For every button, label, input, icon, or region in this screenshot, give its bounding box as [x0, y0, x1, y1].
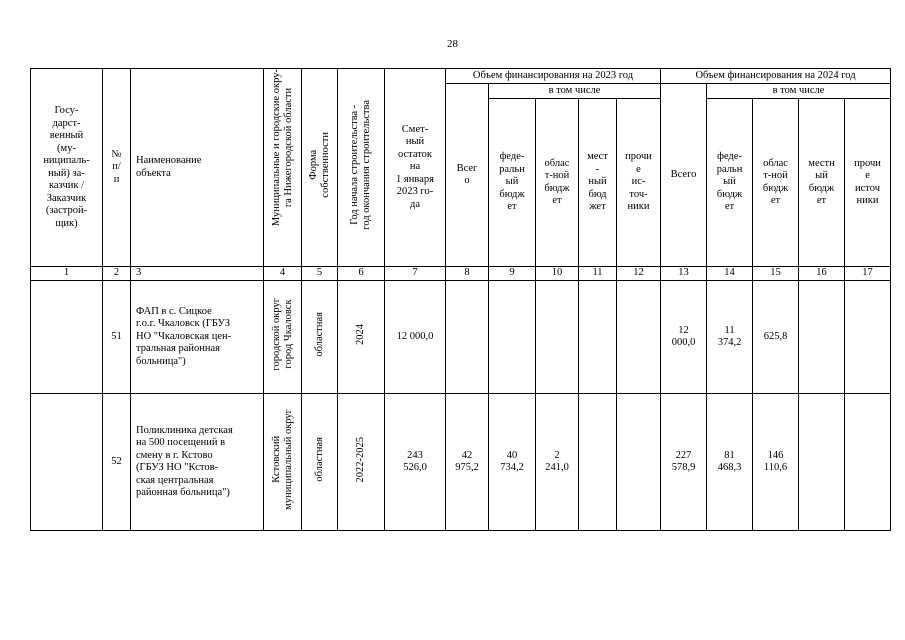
header-local-2024: местн ый бюдж ет	[799, 99, 845, 267]
header-other-2023: прочи е ис- точ- ники	[617, 99, 661, 267]
header-other-2024: прочи е источ ники	[845, 99, 891, 267]
row-ownership-cell	[302, 281, 338, 394]
header-funding-2023: Объем финансирования на 2023 год	[446, 69, 661, 84]
header-years-cell	[338, 69, 385, 267]
row-municipality-cell	[264, 281, 302, 394]
row-local-2024	[799, 394, 845, 531]
row-customer	[31, 394, 103, 531]
header-customer: Госу- дарст- венный (му- ниципаль- ный) за- казчик / Заказчик (застрой- щик)	[31, 69, 103, 267]
row-regional-2024: 625,8	[753, 281, 799, 394]
row-remaining: 243 526,0	[385, 394, 446, 531]
header-object-name: Наименование объекта	[131, 69, 264, 267]
column-number: 13	[661, 267, 707, 281]
row-years: 2024	[355, 324, 366, 346]
header-number: № п/ п	[103, 69, 131, 267]
header-federal-2023: феде- ральн ый бюдж ет	[489, 99, 536, 267]
header-ownership: Форма собственности	[307, 132, 331, 199]
row-years-cell	[338, 394, 385, 531]
column-number: 3	[131, 267, 264, 281]
row-federal-2023	[489, 281, 536, 394]
row-ownership: областная	[313, 437, 325, 483]
row-federal-2024: 11 374,2	[707, 281, 753, 394]
row-remaining: 12 000,0	[385, 281, 446, 394]
header-including-2023: в том числе	[489, 84, 661, 99]
row-local-2023	[579, 394, 617, 531]
header-regional-2024: облас т-ной бюдж ет	[753, 99, 799, 267]
header-ownership-cell	[302, 69, 338, 267]
row-ownership-cell	[302, 394, 338, 531]
column-number: 11	[579, 267, 617, 281]
row-customer	[31, 281, 103, 394]
header-including-2024: в том числе	[707, 84, 891, 99]
column-number: 1	[31, 267, 103, 281]
row-other-2024	[845, 281, 891, 394]
row-object-name: Поликлиника детская на 500 посещений в смену в г. Кстово (ГБУЗ НО "Кстов- ская центральная районная больница")	[131, 394, 264, 531]
row-federal-2023: 40 734,2	[489, 394, 536, 531]
row-local-2024	[799, 281, 845, 394]
row-other-2023	[617, 394, 661, 531]
table-row	[31, 394, 891, 531]
row-municipality: Кстовский муниципальный округ	[270, 409, 294, 511]
header-municipality-cell	[264, 69, 302, 267]
column-number: 15	[753, 267, 799, 281]
investment-table	[30, 68, 891, 531]
row-number: 51	[103, 281, 131, 394]
row-regional-2023: 2 241,0	[536, 394, 579, 531]
header-total-2024: Всего	[661, 84, 707, 267]
column-number: 6	[338, 267, 385, 281]
table-row	[31, 281, 891, 394]
column-number: 4	[264, 267, 302, 281]
column-number: 14	[707, 267, 753, 281]
row-total-2024: 227 578,9	[661, 394, 707, 531]
column-number: 17	[845, 267, 891, 281]
header-years: Год начала строительства - год окончания строительства	[349, 100, 372, 231]
row-number: 52	[103, 394, 131, 531]
row-total-2023	[446, 281, 489, 394]
row-other-2024	[845, 394, 891, 531]
header-municipality: Муниципальные и городские окру- га Нижегородской области	[270, 69, 294, 227]
column-number: 8	[446, 267, 489, 281]
row-total-2024: 12 000,0	[661, 281, 707, 394]
row-total-2023: 42 975,2	[446, 394, 489, 531]
column-number: 10	[536, 267, 579, 281]
header-remaining: Смет- ный остаток на 1 января 2023 го- да	[385, 69, 446, 267]
row-local-2023	[579, 281, 617, 394]
row-ownership: областная	[313, 312, 325, 358]
column-number: 12	[617, 267, 661, 281]
row-federal-2024: 81 468,3	[707, 394, 753, 531]
row-other-2023	[617, 281, 661, 394]
row-regional-2023	[536, 281, 579, 394]
page-number: 28	[447, 38, 458, 50]
header-total-2023: Всег о	[446, 84, 489, 267]
header-local-2023: мест - ный бюд жет	[579, 99, 617, 267]
row-municipality: городской округ город Чкаловск	[270, 298, 294, 372]
column-number: 5	[302, 267, 338, 281]
row-object-name: ФАП в с. Сицкое г.о.г. Чкаловск (ГБУЗ НО "Чкаловская цен- тральная районная больница")	[131, 281, 264, 394]
header-funding-2024: Объем финансирования на 2024 год	[661, 69, 891, 84]
header-federal-2024: феде- ральн ый бюдж ет	[707, 99, 753, 267]
row-years: 2022-2025	[355, 437, 366, 483]
row-municipality-cell	[264, 394, 302, 531]
column-number: 2	[103, 267, 131, 281]
column-number-row	[31, 267, 891, 281]
row-regional-2024: 146 110,6	[753, 394, 799, 531]
column-number: 16	[799, 267, 845, 281]
row-years-cell	[338, 281, 385, 394]
header-regional-2023: облас т-ной бюдж ет	[536, 99, 579, 267]
column-number: 7	[385, 267, 446, 281]
column-number: 9	[489, 267, 536, 281]
